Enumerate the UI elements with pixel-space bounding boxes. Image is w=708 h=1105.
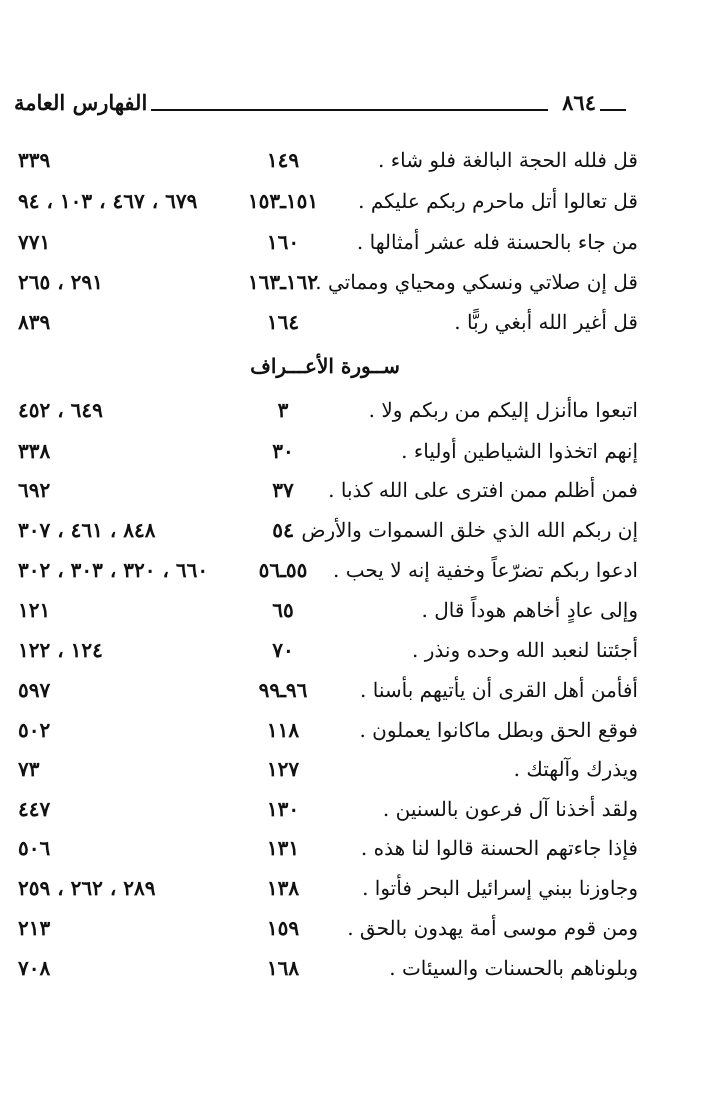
page-refs: ٨٣٩ <box>18 310 51 334</box>
verse-number: ١١٨ <box>266 718 300 742</box>
verse-number: ١٢٧ <box>266 757 300 781</box>
verse-text: وجاوزنا ببني إسرائيل البحر فأتوا . <box>362 876 638 900</box>
index-row <box>0 830 708 866</box>
verse-text: ومن قوم موسى أمة يهدون بالحق . <box>347 916 638 940</box>
page-refs: ٧٠٨ <box>18 956 51 980</box>
verse-number: ٣ <box>277 398 289 422</box>
page-refs: ١٢١ <box>18 598 51 622</box>
page-refs: ٢٨٩ ، ٢٦٢ ، ٢٥٩ <box>18 876 156 900</box>
verse-text: ولقد أخذنا آل فرعون بالسنين . <box>382 797 638 821</box>
verse-number: ١٣٠ <box>266 797 300 821</box>
verse-text: فمن أظلم ممن افترى على الله كذبا . <box>328 478 638 502</box>
verse-text: قل إن صلاتي ونسكي ومحياي ومماتي . <box>315 270 638 294</box>
page-refs: ٢٩١ ، ٢٦٥ <box>18 270 103 294</box>
verse-text: اتبعوا ماأنزل إليكم من ربكم ولا . <box>368 398 638 422</box>
verse-number: ١٤٩ <box>266 148 300 172</box>
index-row <box>0 142 708 178</box>
page-refs: ٣٣٨ <box>18 439 51 463</box>
page-refs: ٥٠٢ <box>18 718 51 742</box>
page-refs: ٥٠٦ <box>18 836 51 860</box>
index-row <box>0 552 708 588</box>
page-refs: ٤٤٧ <box>18 797 51 821</box>
verse-number: ١٦٤ <box>266 310 300 334</box>
verse-text: إن ربكم الله الذي خلق السموات والأرض . <box>288 518 638 542</box>
surah-heading: ســورة الأعـــراف <box>250 354 400 378</box>
page-refs: ٢١٣ <box>18 916 51 940</box>
page-refs: ٦٤٩ ، ٤٥٢ <box>18 398 103 422</box>
verse-number: ٩٦ـ٩٩ <box>258 678 308 702</box>
verse-text: إنهم اتخذوا الشياطين أولياء . <box>401 439 638 463</box>
header-title: الفهارس العامة <box>14 90 148 115</box>
verse-number: ٥٥ـ٥٦ <box>258 558 308 582</box>
verse-text: فوقع الحق وبطل ماكانوا يعملون . <box>359 718 638 742</box>
verse-text: وإلى عادٍ أخاهم هوداً قال . <box>421 598 638 622</box>
index-row <box>0 433 708 469</box>
verse-text: وبلوناهم بالحسنات والسيئات . <box>389 956 638 980</box>
header-rule <box>151 109 548 111</box>
verse-number: ٥٤ <box>272 518 294 542</box>
index-row <box>0 512 708 548</box>
verse-number: ١٦٠ <box>266 230 300 254</box>
index-row <box>0 183 708 219</box>
index-row <box>0 632 708 668</box>
page-refs: ٦٩٢ <box>18 478 51 502</box>
verse-text: أجئتنا لنعبد الله وحده ونذر . <box>412 638 638 662</box>
page-refs: ٥٩٧ <box>18 678 51 702</box>
verse-number: ١٣٨ <box>266 876 300 900</box>
page-refs: ٦٧٩ ، ٤٦٧ ، ١٠٣ ، ٩٤ <box>18 189 198 213</box>
page-refs: ٦٦٠ ، ٣٢٠ ، ٣٠٣ ، ٣٠٢ <box>18 558 209 582</box>
page-refs: ٧٧١ <box>18 230 51 254</box>
index-row <box>0 304 708 340</box>
verse-number: ٧٠ <box>272 638 294 662</box>
verse-number: ٣٧ <box>272 478 294 502</box>
page-header <box>14 86 626 122</box>
index-row <box>0 751 708 787</box>
verse-number: ٣٠ <box>272 439 294 463</box>
index-row <box>0 592 708 628</box>
page-refs: ٧٣ <box>18 757 40 781</box>
verse-text: قل أغير الله أبغي ربًّا . <box>454 310 638 334</box>
verse-text: قل فلله الحجة البالغة فلو شاء . <box>378 148 638 172</box>
verse-text: ويذرك وآلهتك . <box>513 757 638 781</box>
index-row <box>0 672 708 708</box>
index-row <box>0 910 708 946</box>
verse-number: ١٦٢ـ١٦٣ <box>247 270 319 294</box>
index-row <box>0 791 708 827</box>
index-row <box>0 712 708 748</box>
page-refs: ٣٣٩ <box>18 148 51 172</box>
index-row <box>0 950 708 986</box>
verse-number: ١٥٩ <box>266 916 300 940</box>
verse-number: ١٥١ـ١٥٣ <box>247 189 319 213</box>
index-row <box>0 392 708 428</box>
index-row <box>0 870 708 906</box>
index-row <box>0 264 708 300</box>
page-refs: ٨٤٨ ، ٤٦١ ، ٣٠٧ <box>18 518 156 542</box>
verse-text: ادعوا ربكم تضرّعاً وخفية إنه لا يحب . <box>333 558 638 582</box>
header-dash <box>600 109 626 111</box>
index-row <box>0 472 708 508</box>
verse-number: ١٣١ <box>266 836 300 860</box>
page-refs: ١٢٤ ، ١٢٢ <box>18 638 103 662</box>
verse-text: من جاء بالحسنة فله عشر أمثالها . <box>356 230 638 254</box>
verse-text: فإذا جاءتهم الحسنة قالوا لنا هذه . <box>360 836 638 860</box>
verse-text: أفأمن أهل القرى أن يأتيهم بأسنا . <box>360 678 638 702</box>
index-row <box>0 224 708 260</box>
verse-number: ١٦٨ <box>266 956 300 980</box>
verse-number: ٦٥ <box>272 598 294 622</box>
verse-text: قل تعالوا أتل ماحرم ربكم عليكم . <box>358 189 638 213</box>
page-number: ٨٦٤ <box>562 90 596 115</box>
